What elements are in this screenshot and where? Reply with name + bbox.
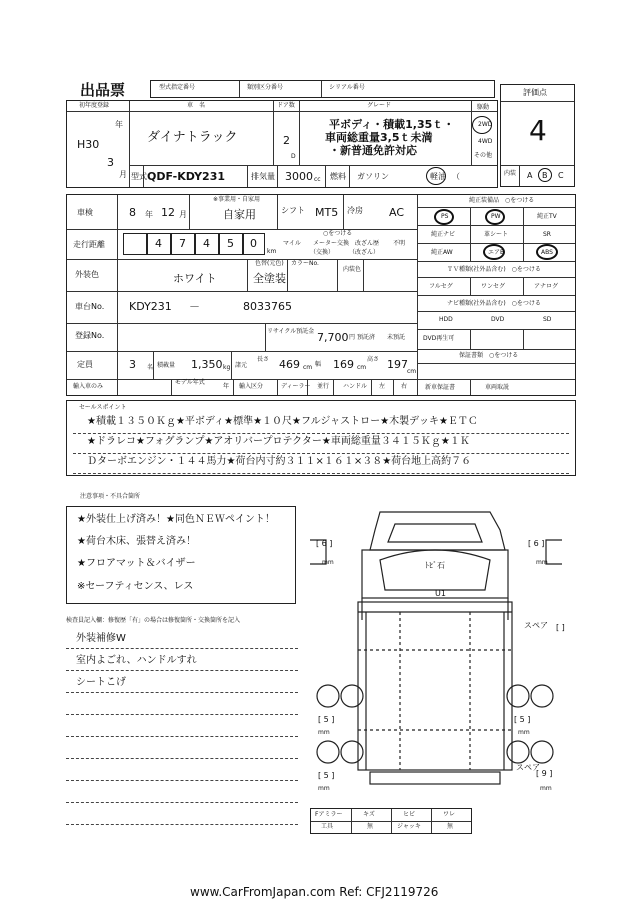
navi-hdd: HDD [439,316,453,323]
tire-front-right-unit: mm [536,559,548,566]
sales-point-line-1: ★積載１３５０Ｋｇ★平ボディ★標準★１０尺★フルジャストロー★木製デッキ★ＥＴＣ [87,416,478,427]
mileage-unit: km [267,248,277,255]
aircon-value: AC [389,206,405,219]
tire-mid-right-unit: mm [518,729,530,736]
dims-height: 197 [387,358,408,371]
mileage-digit-1: 4 [155,237,162,250]
dims-width-label: 幅 [315,361,322,368]
spare-2-unit: mm [540,785,552,792]
recycle-status-not: 未預託 [387,334,406,341]
category-number-label: 類別区分番号 [247,84,284,91]
legend-break: ワレ [443,811,456,818]
mileage-opt-mile: マイル [283,240,301,247]
equip-aw: 純正AW [431,249,453,256]
diagram-u1-mark: U1 [435,589,446,598]
capacity-value: 3 [129,358,136,371]
equip-pw: PW [491,213,501,220]
tire-front-left-depth: [ 6 ] [316,539,333,548]
damage-legend [310,808,472,834]
car-name-value: ダイナトラック [147,130,238,145]
footer-watermark: www.CarFromJapan.com Ref: CFJ2119726 [190,885,439,899]
displacement-value: 3000 [285,170,313,183]
drive-selected-circle [472,116,492,134]
equip-abs: ABS [541,249,553,256]
load-label: 積載量 [157,362,176,369]
interior-color-label: 内装色 [343,266,362,273]
inspection-label: 車検 [77,208,93,217]
first-reg-label: 初年度登録 [79,102,110,109]
equip-airbag-circle [483,244,505,260]
legend-jack-none: 無 [447,823,454,830]
recycle-value: 7,700 [317,331,349,344]
score-value: 4 [529,114,547,147]
navi-sd: SD [543,316,552,323]
displacement-unit: cc [314,176,321,183]
model-designation-label: 型式指定番号 [159,84,196,91]
grade-line1: 平ボディ・積載1,35ｔ・ [329,118,455,131]
capacity-label: 定員 [77,360,93,369]
model-year-label: モデル年式 [175,379,205,386]
score-box [500,84,575,187]
car-name-label: 車 名 [187,102,206,109]
dims-label: 諸元 [235,362,248,369]
equip-airbag: エアB [488,249,505,256]
note-line-3: ★フロアマット＆バイザー [77,558,196,569]
equip-tv: 純正TV [537,213,557,220]
fuel-diesel: 軽油 [430,172,446,181]
chassis-sep: － [189,300,200,313]
note-line-4: ※セーフティセンス、レス [77,581,194,592]
spare-label-2: スペア [516,763,540,772]
warranty-label: 保証書類 ○をつける [459,352,519,359]
tire-mid-left-unit: mm [318,729,330,736]
tire-rear-left-depth: [ 5 ] [318,771,335,780]
shift-label: シフト [281,206,305,215]
mileage-opt-meter-sub: （交換） [310,249,335,256]
mileage-opt-tamper: 改ざん歴 [355,240,380,247]
first-reg-month-unit: 月 [119,170,127,179]
import-label: 輸入車のみ [73,383,104,390]
first-reg-year-unit: 年 [115,120,123,129]
dims-width-unit: cm [357,364,367,371]
score-label: 評価点 [523,88,547,97]
mileage-digit-5: 0 [250,237,257,250]
equip-leather: 革シート [484,231,509,238]
chassis-value2: 8033765 [243,300,292,313]
tire-mid-right-depth: [ 5 ] [514,715,531,724]
usage-value: 自家用 [223,208,256,221]
inspector-line-1: 外装補修W [76,633,126,644]
note-line-2: ★荷台木床、張替え済み！ [77,536,196,547]
inspection-month: 12 [161,206,175,219]
spare-label-1: スペア [524,621,548,630]
usage-note: ※事業用・自家用 [213,196,261,203]
inspection-month-unit: 月 [179,210,187,219]
inspector-line-3: シートこげ [76,677,126,688]
diagram-stone-chip-label: ﾄﾋﾞ石 [425,561,445,570]
drive-other: その他 [474,152,493,159]
model-code-value: QDF-KDY231 [147,170,226,183]
dims-width: 169 [333,358,354,371]
handle-left: 左 [379,383,386,390]
grade-line2: 車両総重量3,5ｔ未満 [325,131,433,144]
legend-mirror: Fアミラー [315,811,343,818]
dims-height-unit: cm [407,368,417,375]
legend-crack: ヒビ [403,811,416,818]
drive-4wd: 4WD [478,138,493,145]
import-type-label: 輸入区分 [239,383,264,390]
doors-label: ドア数 [277,102,295,109]
dims-length-unit: cm [303,364,313,371]
interior-selected-circle [538,168,552,182]
drive-2wd: 2WD [478,121,493,128]
interior-b: B [542,171,548,180]
mileage-digits [123,233,263,255]
mileage-opt-unknown: 不明 [393,240,406,247]
interior-score-label: 内装 [504,170,517,177]
color-label: 外装色 [75,270,99,279]
inspector-label: 検査員記入欄：修復歴「有」の場合は修復箇所・交換箇所を記入 [66,617,241,624]
fuel-selected-circle [426,167,446,185]
color-value: ホワイト [173,272,217,285]
warranty-new-car: 新車保証書 [425,384,456,391]
serial-number-label: シリアル番号 [329,84,365,91]
notes-label: 注意事項・不具合箇所 [80,493,141,500]
legend-tools: 工具 [321,823,334,830]
equipment-title: 純正装備品 ○をつける [469,197,535,204]
sales-point-line-3: Ｄターボエンジン・１４４馬力★荷台内寸約３１１×１６１×３８★荷台地上高約７６ [87,456,472,467]
displacement-label: 排気量 [251,172,275,181]
legend-tools-none: 無 [367,823,374,830]
import-dealer: ディーラー [281,383,311,390]
dims-length: 469 [279,358,300,371]
first-reg-month: 3 [107,156,114,169]
mileage-digit-4: 5 [227,237,234,250]
sales-point-line-2: ★ドラレコ★フォグランプ★アオリバープロテクター★車両総重量３４１５Ｋｇ★１Ｋ [87,436,470,447]
chassis-value1: KDY231 [129,300,172,313]
tv-type-label: ＴＶ種類(社外品含む) ○をつける [447,266,541,273]
vehicle-info-block [66,100,498,188]
mileage-opt-meter: メーター交換 [313,240,350,247]
color-change-value: 全塗装 [253,272,286,285]
mileage-opt-tamper-sub: （改ざん） [349,249,380,256]
warranty-manual: 車両取説 [485,384,510,391]
equip-navi: 純正ナビ [431,231,456,238]
tv-fullseg: フルセグ [429,283,453,290]
fuel-other: （ [452,172,460,181]
inspector-lines [66,628,298,840]
spare-2-depth: [ 9 ] [536,769,553,778]
shift-value: MT5 [315,206,339,219]
color-change-label: 色替(元色) [255,260,284,267]
note-line-1: ★外装仕上げ済み！★同色ＮＥＷペイント！ [77,514,275,525]
tv-analog: アナログ [534,283,559,290]
load-value: 1,350 [191,358,223,371]
recycle-unit: 円 [349,334,356,341]
color-no-label: カラーNo. [291,260,319,267]
sales-points-box [66,400,576,476]
detail-block [66,194,576,396]
mileage-digit-3: 4 [203,237,210,250]
mileage-circle-label: ○をつける [323,230,353,237]
tire-front-left-unit: mm [322,559,334,566]
aircon-label: 冷房 [347,206,363,215]
navi-dvd: DVD [491,316,505,323]
handle-right: 右 [401,383,408,390]
equip-pw-circle [485,209,505,225]
inspection-year-unit: 年 [145,210,153,219]
inspector-line-2: 室内よごれ、ハンドルすれ [76,655,197,666]
header-code-fields [150,80,495,98]
import-parallel: 並行 [317,383,330,390]
equip-ps: PS [441,213,449,220]
doors-unit: D [291,153,296,160]
equip-sr: SR [543,231,551,238]
sales-points-label: セールスポイント [79,404,127,411]
load-unit: kg [223,364,231,371]
model-code-label: 型式 [131,172,147,181]
dims-length-label: 長さ [257,356,270,363]
reg-no-label: 登録No. [75,331,105,340]
fuel-gasoline: ガソリン [357,172,389,181]
grade-label: グレード [367,102,392,109]
interior-c: C [558,171,564,180]
spare-1-depth: [ ] [556,623,565,632]
tire-rear-left-unit: mm [318,785,330,792]
tire-mid-left-depth: [ 5 ] [318,715,335,724]
interior-a: A [527,171,533,180]
handle-label: ハンドル [343,383,368,390]
tire-front-right-depth: [ 6 ] [528,539,545,548]
recycle-status-deposited: 預託済 [357,334,376,341]
legend-scratch: キズ [363,811,375,818]
mileage-digit-2: 7 [179,237,186,250]
inspection-year: 8 [129,206,136,219]
equip-abs-circle [536,244,558,260]
fuel-label: 燃料 [330,172,346,181]
navi-type-label: ナビ種類(社外品含む) ○をつける [447,300,541,307]
tv-oneseg: ワンセグ [481,283,506,290]
model-year-unit: 年 [223,383,230,390]
doors-value: 2 [283,134,290,147]
page-title: 出品票 [80,81,126,99]
drive-label: 駆動 [477,104,490,111]
mileage-label: 走行距離 [73,240,105,249]
chassis-label: 車台No. [75,302,105,311]
notes-box [66,506,296,604]
first-reg-era-year: H30 [77,138,100,151]
recycle-label: リサイクル預託金 [267,328,315,335]
capacity-unit: 名 [147,364,154,371]
dims-height-label: 高さ [367,356,380,363]
legend-jack: ジャッキ [397,823,421,830]
dvd-playback-label: DVD再生可 [423,335,455,342]
equip-ps-circle [434,209,454,225]
grade-line3: ・新普通免許対応 [329,144,417,157]
